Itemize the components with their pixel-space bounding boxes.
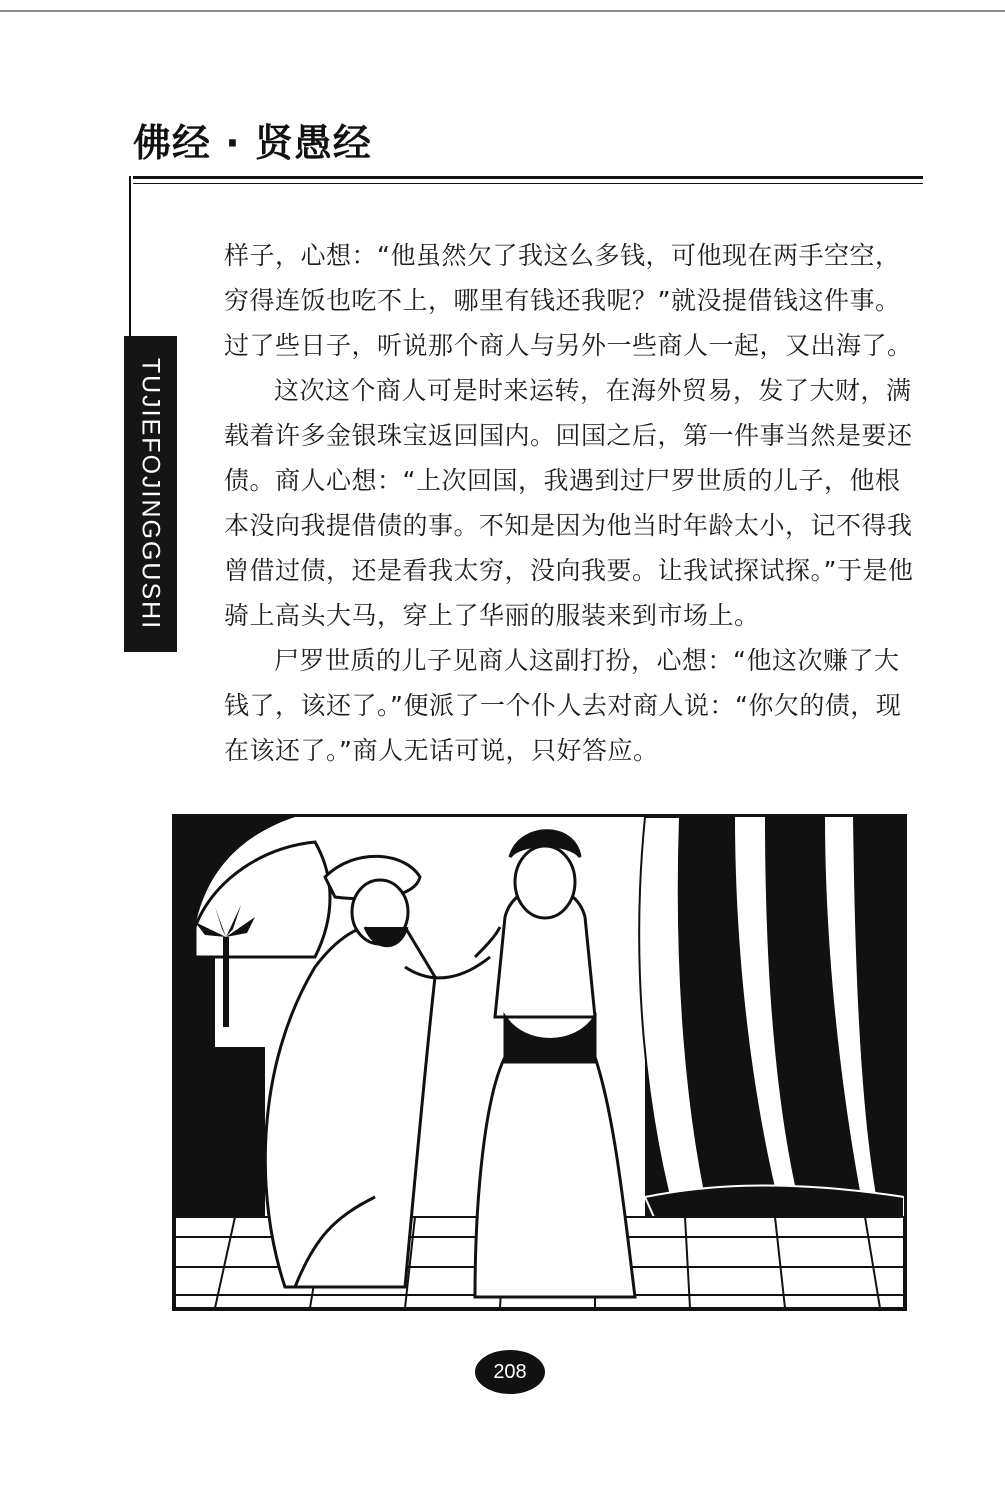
book-title: 佛经 · 贤愚经 [133, 121, 372, 165]
illustration-drawing [175, 817, 904, 1308]
illustration [172, 814, 907, 1311]
body-text [224, 233, 924, 773]
curtain-shape [639, 817, 904, 1242]
side-tab-label: TUJIEFOJINGGUSHI [136, 357, 165, 631]
header-rule-thick [133, 176, 923, 179]
header-rule-thin [133, 183, 923, 184]
page-number: 208 [475, 1350, 545, 1394]
margin-bar [129, 176, 131, 336]
side-tab [124, 336, 177, 652]
paragraph-3: 尸罗世质的儿子见商人这副打扮，心想：“他这次赚了大钱了，该还了。”便派了一个仆人去对商人说：“你欠的债，现在该还了。”商人无话可说，只好答应。 [224, 646, 902, 765]
top-rule [0, 10, 1005, 12]
paragraph-1: 样子，心想：“他虽然欠了我这么多钱，可他现在两手空空，穷得连饭也吃不上，哪里有钱还我呢？”就没提借钱这件事。过了些日子，听说那个商人与另外一些商人一起，又出海了。 [224, 241, 913, 360]
paragraph-2: 这次这个商人可是时来运转，在海外贸易，发了大财，满载着许多金银珠宝返回国内。回国之后，第一件事当然是要还债。商人心想：“上次回国，我遇到过尸罗世质的儿子，他根本没向我提借债的事。不知是因为他当时年龄太小，记不得我曾借过债，还是看我太穷，没向我要。让我试探试探。”于是他骑上高头大马，穿上了华丽的服装来到市场上。 [224, 376, 914, 630]
